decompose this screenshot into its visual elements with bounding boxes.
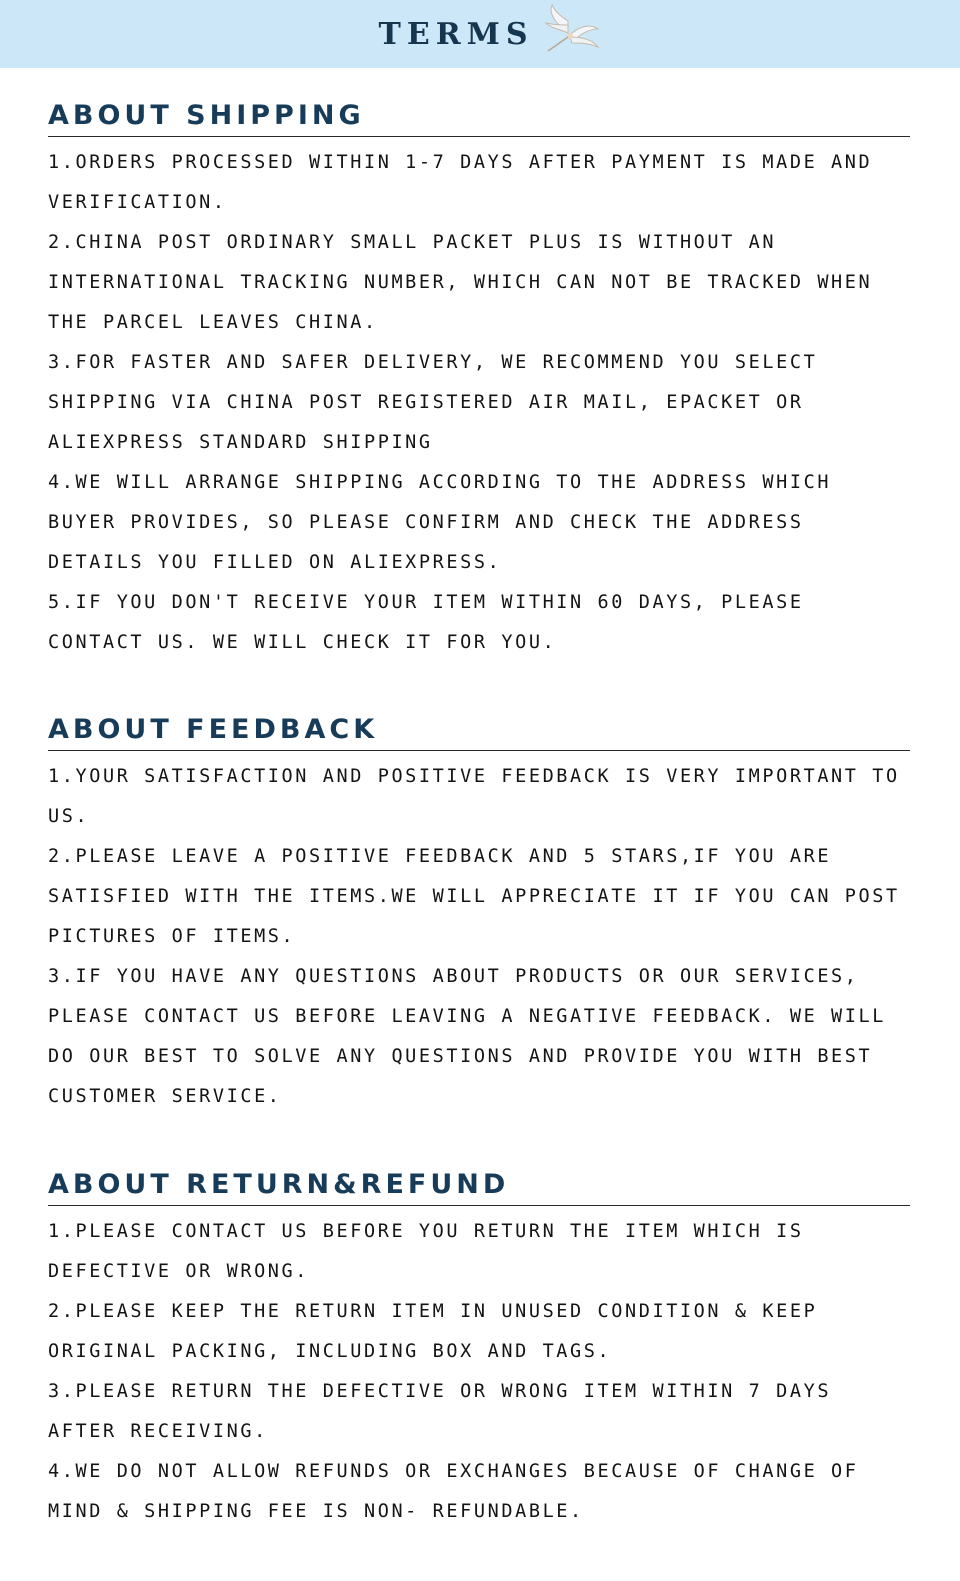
- section-title-feedback: ABOUT FEEDBACK: [48, 710, 910, 751]
- list-item: 1.ORDERS PROCESSED WITHIN 1-7 DAYS AFTER PAYMENT IS MADE AND VERIFICATION.: [48, 152, 873, 213]
- header-banner: [0, 0, 960, 68]
- section-return-refund: [48, 1165, 910, 1532]
- list-item: 3.FOR FASTER AND SAFER DELIVERY, WE RECOMMEND YOU SELECT SHIPPING VIA CHINA POST REGISTERED AIR MAIL, EPACKET OR ALIEXPRESS STANDARD SHIPPING: [48, 352, 818, 453]
- angel-wings-icon: [538, 3, 602, 59]
- list-item: 4.WE DO NOT ALLOW REFUNDS OR EXCHANGES BECAUSE OF CHANGE OF MIND & SHIPPING FEE IS NON- REFUNDABLE.: [48, 1461, 859, 1522]
- list-item: 2.CHINA POST ORDINARY SMALL PACKET PLUS IS WITHOUT AN INTERNATIONAL TRACKING NUMBER, WHICH CAN NOT BE TRACKED WHEN THE PARCEL LEAVES CHINA.: [48, 232, 873, 333]
- list-item: 4.WE WILL ARRANGE SHIPPING ACCORDING TO THE ADDRESS WHICH BUYER PROVIDES, SO PLEASE CONFIRM AND CHECK THE ADDRESS DETAILS YOU FILLED ON ALIEXPRESS.: [48, 472, 832, 573]
- shipping-items: [48, 143, 910, 663]
- page-title: TERMS: [378, 16, 534, 52]
- list-item: 3.IF YOU HAVE ANY QUESTIONS ABOUT PRODUCTS OR OUR SERVICES, PLEASE CONTACT US BEFORE LEAVING A NEGATIVE FEEDBACK. WE WILL DO OUR BEST TO SOLVE ANY QUESTIONS AND PROVIDE YOU WITH BEST CUSTOMER SERVICE.: [48, 966, 887, 1107]
- feedback-items: [48, 757, 910, 1117]
- section-shipping: [48, 96, 910, 663]
- section-title-shipping: ABOUT SHIPPING: [48, 96, 910, 137]
- list-item: 2.PLEASE LEAVE A POSITIVE FEEDBACK AND 5 STARS,IF YOU ARE SATISFIED WITH THE ITEMS.WE WILL APPRECIATE IT IF YOU CAN POST PICTURES OF ITEMS.: [48, 846, 900, 947]
- list-item: 3.PLEASE RETURN THE DEFECTIVE OR WRONG ITEM WITHIN 7 DAYS AFTER RECEIVING.: [48, 1381, 832, 1442]
- list-item: 1.YOUR SATISFACTION AND POSITIVE FEEDBACK IS VERY IMPORTANT TO US.: [48, 766, 900, 827]
- list-item: 1.PLEASE CONTACT US BEFORE YOU RETURN THE ITEM WHICH IS DEFECTIVE OR WRONG.: [48, 1221, 804, 1282]
- return-refund-items: [48, 1212, 910, 1532]
- section-title-return-refund: ABOUT RETURN&REFUND: [48, 1165, 910, 1206]
- list-item: 5.IF YOU DON'T RECEIVE YOUR ITEM WITHIN 60 DAYS, PLEASE CONTACT US. WE WILL CHECK IT FOR YOU.: [48, 592, 804, 653]
- section-feedback: [48, 710, 910, 1117]
- list-item: 2.PLEASE KEEP THE RETURN ITEM IN UNUSED CONDITION & KEEP ORIGINAL PACKING, INCLUDING BOX AND TAGS.: [48, 1301, 818, 1362]
